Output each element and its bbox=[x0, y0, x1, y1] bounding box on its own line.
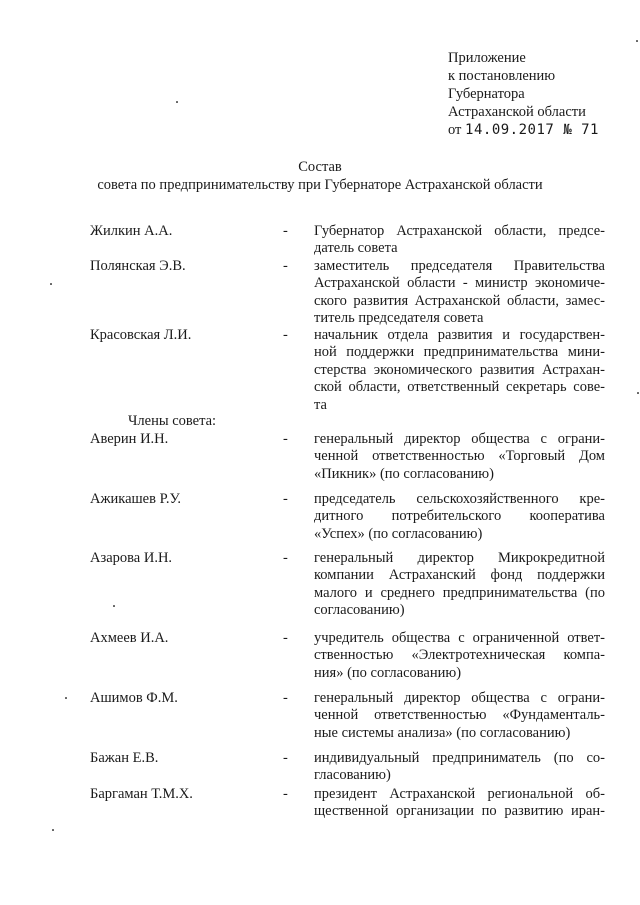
scan-speck bbox=[52, 829, 54, 831]
scan-speck bbox=[176, 101, 178, 103]
member-role bbox=[314, 258, 605, 328]
role-line: ской области, ответственный секретарь сове- bbox=[314, 379, 605, 396]
role-line: индивидуальный предприниматель (по со- bbox=[314, 750, 605, 766]
role-line: датель совета bbox=[314, 240, 398, 257]
document-subtitle: совета по предпринимательству при Губернаторе Астраханской области bbox=[97, 177, 543, 193]
role-line: ченной ответственностью «Торговый Дом bbox=[314, 448, 605, 465]
scan-speck bbox=[65, 697, 67, 699]
date-prefix: от bbox=[448, 122, 462, 138]
member-role bbox=[314, 630, 605, 682]
appendix-line: Губернатора bbox=[448, 86, 525, 102]
member-name: Ахмеев И.А. bbox=[90, 630, 169, 646]
member-name: Красовская Л.И. bbox=[90, 327, 192, 343]
member-role bbox=[314, 327, 605, 414]
role-line: ственностью «Электротехническая компа- bbox=[314, 647, 605, 664]
member-name: Бажан Е.В. bbox=[90, 750, 159, 766]
member-dash: - bbox=[283, 327, 288, 343]
role-line: заместитель председателя Правительства bbox=[314, 258, 605, 274]
role-line: учредитель общества с ограниченной ответ- bbox=[314, 630, 605, 646]
member-role bbox=[314, 550, 605, 620]
role-line: «Пикник» (по согласованию) bbox=[314, 465, 494, 482]
member-dash: - bbox=[283, 690, 288, 706]
appendix-block bbox=[448, 49, 599, 139]
role-line: ния» (по согласованию) bbox=[314, 664, 462, 681]
member-dash: - bbox=[283, 258, 288, 274]
member-name: Жилкин А.А. bbox=[90, 223, 173, 239]
role-line: Астраханской области - министр экономиче- bbox=[314, 275, 605, 292]
scan-speck bbox=[637, 392, 639, 394]
appendix-date-line bbox=[448, 121, 599, 139]
role-line: дитного потребительского кооператива bbox=[314, 508, 605, 525]
member-dash: - bbox=[283, 750, 288, 766]
role-line: стерства экономического развития Астрахан- bbox=[314, 361, 605, 378]
role-line: малого и среднего предпринимательства (по bbox=[314, 584, 605, 601]
member-dash: - bbox=[283, 786, 288, 802]
role-line: титель председателя совета bbox=[314, 310, 484, 327]
role-line: та bbox=[314, 396, 327, 413]
role-line: «Успех» (по согласованию) bbox=[314, 525, 483, 542]
role-line: щественной организации по развитию иран- bbox=[314, 803, 605, 820]
role-line: компании Астраханский фонд поддержки bbox=[314, 567, 605, 584]
member-role bbox=[314, 786, 605, 821]
member-name: Баргаман Т.М.Х. bbox=[90, 786, 193, 802]
scan-speck bbox=[50, 283, 52, 285]
member-name: Аверин И.Н. bbox=[90, 431, 169, 447]
member-role bbox=[314, 491, 605, 543]
member-dash: - bbox=[283, 431, 288, 447]
role-line: ные системы анализа» (по согласованию) bbox=[314, 724, 571, 741]
member-name: Полянская Э.В. bbox=[90, 258, 186, 274]
role-line: начальник отдела развития и государствен- bbox=[314, 327, 605, 343]
role-line: ченной ответственностью «Фундаменталь- bbox=[314, 707, 605, 724]
member-role bbox=[314, 223, 605, 258]
member-role bbox=[314, 431, 605, 483]
member-role bbox=[314, 750, 605, 785]
role-line: Губернатор Астраханской области, предсе- bbox=[314, 223, 605, 239]
role-line: генеральный директор общества с ограни- bbox=[314, 690, 605, 706]
appendix-line: Астраханской области bbox=[448, 104, 586, 120]
scan-speck bbox=[113, 605, 115, 607]
member-dash: - bbox=[283, 550, 288, 566]
members-section-label: Члены совета: bbox=[128, 413, 217, 429]
member-role bbox=[314, 690, 605, 742]
role-line: председатель сельскохозяйственного кре- bbox=[314, 491, 605, 507]
document-title: Состав bbox=[298, 159, 342, 175]
scan-speck bbox=[636, 40, 638, 42]
member-name: Ашимов Ф.М. bbox=[90, 690, 178, 706]
role-line: ского развития Астраханской области, замес- bbox=[314, 292, 605, 309]
date-stamp: 14.09.2017 № 71 bbox=[465, 122, 599, 138]
member-dash: - bbox=[283, 630, 288, 646]
member-dash: - bbox=[283, 223, 288, 239]
role-line: ной поддержки предпринимательства мини- bbox=[314, 344, 605, 361]
role-line: президент Астраханской региональной об- bbox=[314, 786, 605, 802]
role-line: гласованию) bbox=[314, 767, 391, 784]
role-line: генеральный директор Микрокредитной bbox=[314, 550, 605, 566]
role-line: согласованию) bbox=[314, 602, 405, 619]
member-name: Ажикашев Р.У. bbox=[90, 491, 181, 507]
member-name: Азарова И.Н. bbox=[90, 550, 173, 566]
appendix-line: Приложение bbox=[448, 50, 526, 66]
role-line: генеральный директор общества с ограни- bbox=[314, 431, 605, 447]
appendix-line: к постановлению bbox=[448, 68, 556, 84]
member-dash: - bbox=[283, 491, 288, 507]
